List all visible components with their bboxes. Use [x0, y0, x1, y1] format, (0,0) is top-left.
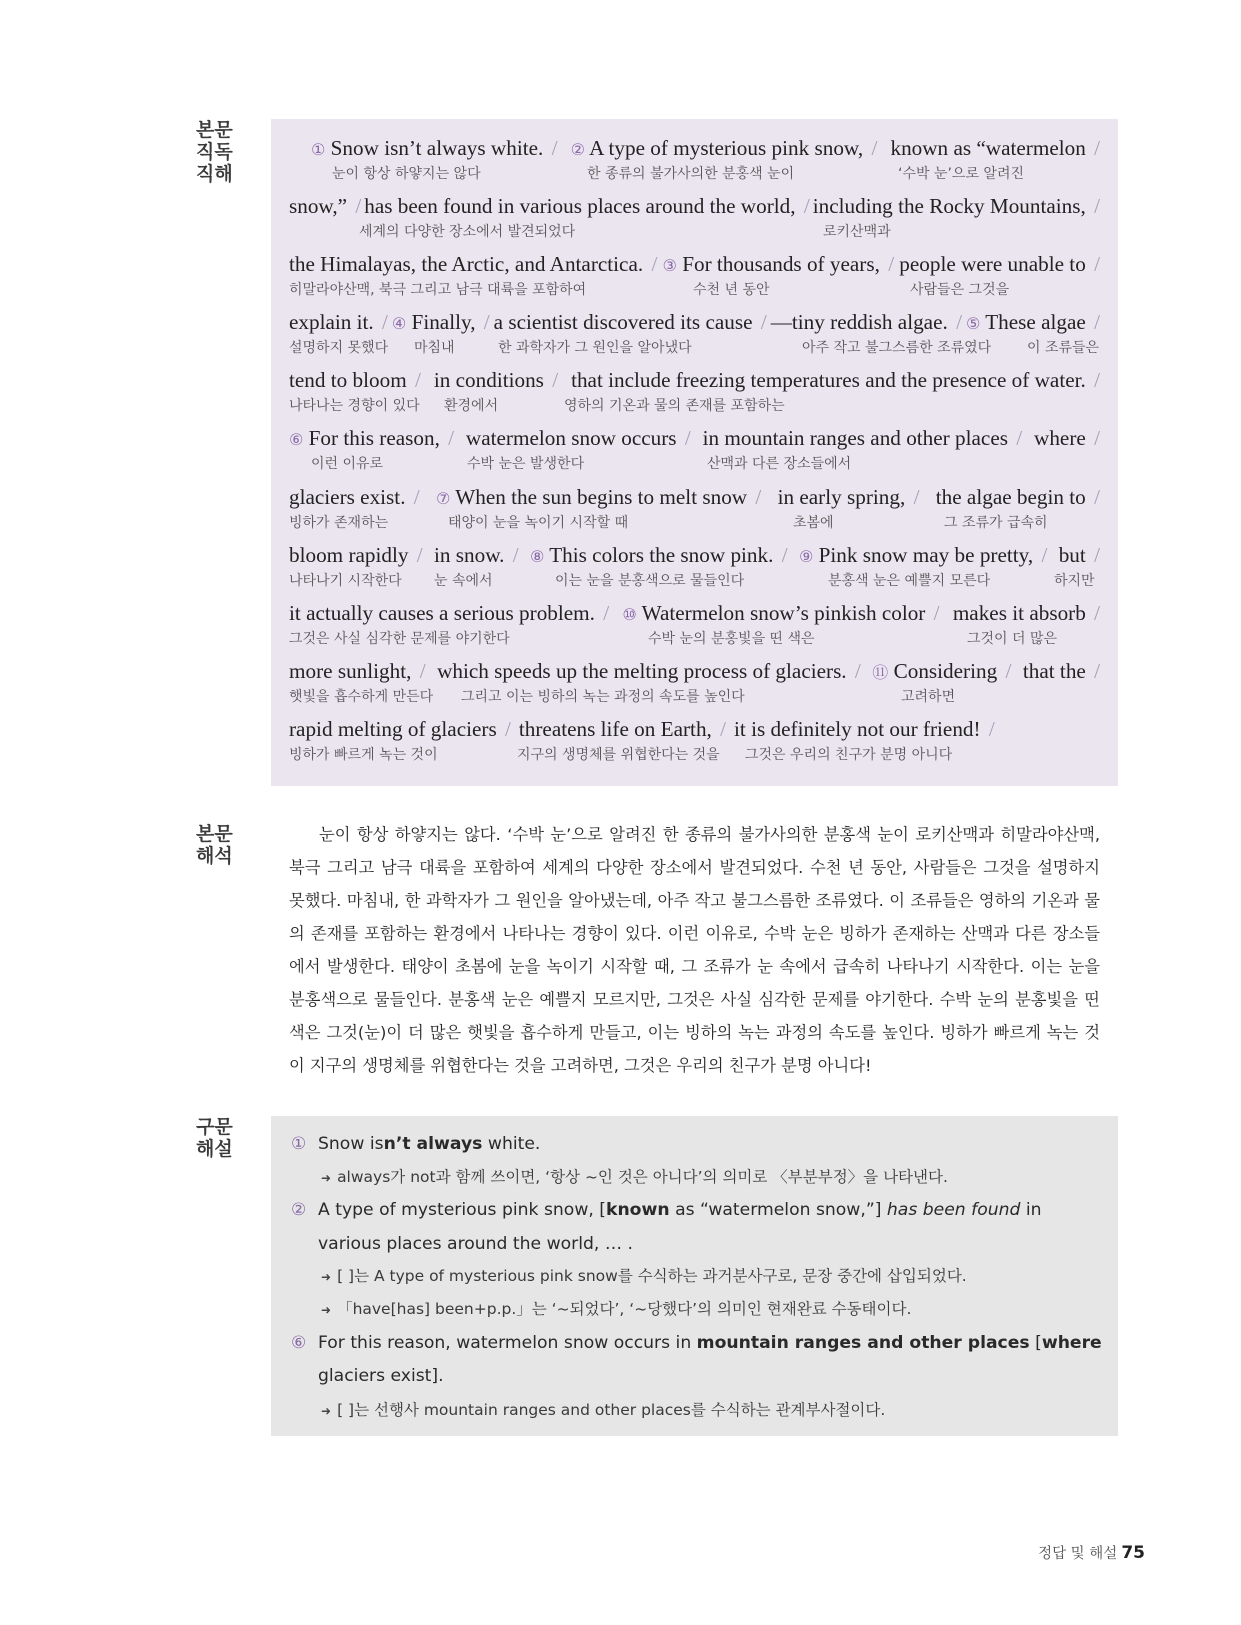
english-chunk	[494, 308, 767, 336]
korean-glosses	[289, 164, 1100, 184]
english-text: Pink snow may be pretty,	[818, 543, 1034, 567]
english-text: watermelon snow occurs	[465, 426, 677, 450]
english-chunk	[434, 541, 519, 569]
chunk-divider: /	[1088, 543, 1100, 567]
reading-row	[289, 308, 1100, 366]
chunk-divider: /	[409, 368, 421, 392]
english-chunk	[966, 308, 1100, 336]
chunk-divider: /	[882, 252, 895, 276]
english-text: explain it.	[289, 310, 374, 334]
chunk-divider: /	[546, 368, 559, 392]
english-text: snow,”	[289, 194, 348, 218]
english-chunk	[571, 134, 878, 162]
korean-gloss: 나타나기 시작한다	[289, 573, 402, 589]
korean-glosses	[289, 687, 1100, 707]
reading-row	[289, 657, 1100, 715]
english-chunk	[466, 424, 691, 452]
english-text: threatens life on Earth,	[518, 717, 712, 741]
korean-gloss: 이 조류들은	[1027, 340, 1100, 356]
translation-line: 분홍색으로 물들인다. 분홍색 눈은 예쁠지 모르지만, 그것은 사실 심각한 문제를 야기한다. 수박 눈의 분홍빛을 띤	[289, 990, 1100, 1009]
reading-row	[289, 250, 1100, 308]
grammar-number: ①	[291, 1134, 307, 1154]
korean-gloss: 한 종류의 불가사의한 분홍색 눈이	[587, 166, 795, 182]
english-chunk	[289, 715, 511, 743]
korean-gloss: 고려하면	[901, 689, 956, 705]
english-text: When the sun begins to melt snow	[455, 485, 748, 509]
english-chunk	[289, 250, 657, 278]
korean-gloss: 그것은 사실 심각한 문제를 야기한다	[289, 631, 510, 647]
chunk-divider: /	[408, 485, 420, 509]
sentence-number: ⑤	[965, 314, 981, 333]
korean-gloss: 나타나는 경향이 있다	[289, 398, 420, 414]
korean-gloss: 빙하가 존재하는	[289, 515, 389, 531]
grammar-number: ⑥	[291, 1333, 307, 1353]
english-chunk	[872, 657, 1011, 685]
english-text: it actually causes a serious problem.	[289, 601, 595, 625]
translation-line: 북극 그리고 남극 대륙을 포함하여 세계의 다양한 장소에서 발견되었다. 수천 년 동안, 사람들은 그것을 설명하지	[289, 858, 1100, 877]
english-text: including the Rocky Mountains,	[812, 194, 1086, 218]
korean-gloss: 하지만	[1054, 573, 1095, 589]
english-text: This colors the snow pink.	[549, 543, 774, 567]
grammar-note: ➜ always가 not과 함께 쓰이면, ‘항상 ~인 것은 아니다’의 의미로 〈부분부정〉을 나타낸다.	[321, 1168, 948, 1186]
english-chunks	[289, 657, 1100, 685]
korean-gloss: 이는 눈을 분홍색으로 물들인다	[555, 573, 745, 589]
english-chunk	[1034, 424, 1100, 452]
sentence-number: ⑧	[529, 547, 545, 566]
chunk-divider: /	[755, 310, 767, 334]
english-chunk	[734, 715, 995, 743]
grammar-number: ②	[291, 1200, 307, 1220]
korean-gloss: 빙하가 빠르게 녹는 것이	[289, 747, 438, 763]
korean-gloss: 그리고 이는 빙하의 녹는 과정의 속도를 높인다	[461, 689, 745, 705]
korean-gloss: 그것은 우리의 친구가 분명 아니다	[745, 747, 953, 763]
reading-row	[289, 715, 1100, 773]
english-chunk	[936, 483, 1100, 511]
english-chunk	[799, 541, 1047, 569]
chunk-divider: /	[798, 194, 810, 218]
chunk-divider: /	[866, 136, 878, 160]
reading-row	[289, 541, 1100, 599]
translation-line: 눈이 항상 하얗지는 않다. ‘수박 눈’으로 알려진 한 종류의 불가사의한 분홍색 눈이 로키산맥과 히말라야산맥,	[319, 825, 1100, 844]
english-chunk	[289, 541, 423, 569]
english-chunk	[311, 134, 557, 162]
sentence-number: ⑩	[622, 605, 637, 624]
korean-gloss: 눈이 항상 하얗지는 않다	[332, 166, 481, 182]
english-chunk	[437, 657, 861, 685]
arrow-icon: ➜	[321, 1171, 332, 1185]
grammar-note: ➜ [ ]는 선행사 mountain ranges and other places를 수식하는 관계부사절이다.	[321, 1401, 886, 1419]
chunk-divider: /	[714, 717, 727, 741]
english-text: a scientist discovered its cause	[493, 310, 753, 334]
english-chunk	[289, 483, 420, 511]
english-chunk	[1059, 541, 1100, 569]
chunk-divider: /	[928, 601, 940, 625]
translation-line: 이 지구의 생명체를 위협한다는 것을 고려하면, 그것은 우리의 친구가 분명 아니다!	[289, 1056, 872, 1075]
translation-line: 에서 발생한다. 태양이 초봄에 눈을 녹이기 시작할 때, 그 조류가 눈 속에서 급속히 나타나기 시작한다. 이는 눈을	[289, 957, 1100, 976]
korean-glosses	[289, 222, 1100, 242]
english-text: These algae	[985, 310, 1086, 334]
english-text: where	[1034, 426, 1086, 450]
chunk-divider: /	[350, 194, 362, 218]
english-text: in mountain ranges and other places	[702, 426, 1008, 450]
english-chunk	[663, 250, 895, 278]
english-chunk	[778, 483, 920, 511]
english-chunk	[436, 483, 761, 511]
korean-gloss: 히말라야산맥, 북극 그리고 남극 대륙을 포함하여	[289, 282, 587, 298]
translation-line: 색은 그것(눈)이 더 많은 햇빛을 흡수하게 만들고, 이는 빙하의 녹는 과정의 속도를 높인다. 빙하가 빠르게 녹는 것	[289, 1023, 1100, 1042]
chunk-divider: /	[1088, 426, 1100, 450]
english-text: tend to bloom	[289, 368, 407, 392]
korean-gloss: 산맥과 다른 장소들에서	[707, 456, 852, 472]
english-chunk	[571, 366, 1100, 394]
label-grammar: 구문 해설	[196, 1116, 233, 1160]
english-chunks	[289, 599, 1100, 627]
korean-gloss: 그 조류가 급속히	[944, 515, 1048, 531]
chunk-divider: /	[983, 717, 995, 741]
chunk-divider: /	[776, 543, 788, 567]
label-translation: 본문 해석	[196, 823, 233, 867]
english-chunk	[1023, 657, 1100, 685]
english-text: rapid melting of glaciers	[289, 717, 497, 741]
english-text: the algae begin to	[935, 485, 1086, 509]
korean-gloss: 태양이 눈을 녹이기 시작할 때	[448, 515, 629, 531]
chunk-divider: /	[1088, 310, 1100, 334]
english-text: Considering	[893, 659, 998, 683]
english-text: it is definitely not our friend!	[734, 717, 981, 741]
chunk-divider: /	[1088, 485, 1100, 509]
korean-gloss: 그것이 더 많은	[967, 631, 1058, 647]
korean-glosses	[289, 454, 1100, 474]
english-text: —tiny reddish algae.	[770, 310, 948, 334]
chunk-divider: /	[750, 485, 762, 509]
english-chunk	[771, 308, 962, 336]
english-chunk	[289, 657, 426, 685]
english-text: that include freezing temperatures and the presence of water.	[571, 368, 1086, 392]
chunk-divider: /	[908, 485, 920, 509]
korean-gloss: ‘수박 눈’으로 알려진	[898, 166, 1024, 182]
korean-glosses	[289, 338, 1100, 358]
korean-glosses	[289, 396, 1100, 416]
chunk-divider: /	[376, 310, 388, 334]
korean-gloss: 초봄에	[793, 515, 834, 531]
grammar-sentence-6-cont: glaciers exist].	[318, 1366, 444, 1386]
reading-row	[289, 483, 1100, 541]
english-chunk	[899, 250, 1100, 278]
english-chunks	[289, 192, 1100, 220]
reading-row	[289, 192, 1100, 250]
english-chunk	[289, 599, 609, 627]
grammar-sentence-2-cont: various places around the world, … .	[318, 1234, 633, 1254]
english-chunk	[622, 599, 939, 627]
chunk-divider: /	[1036, 543, 1048, 567]
sentence-number: ⑥	[289, 430, 304, 449]
english-chunks	[289, 250, 1100, 278]
english-text: more sunlight,	[289, 659, 412, 683]
english-chunk	[289, 366, 421, 394]
korean-glosses	[289, 513, 1100, 533]
sentence-number: ②	[570, 140, 585, 159]
english-chunk	[953, 599, 1100, 627]
grammar-sentence-6: For this reason, watermelon snow occurs in mountain ranges and other places [where	[318, 1333, 1102, 1353]
english-chunk	[392, 308, 490, 336]
english-text: makes it absorb	[952, 601, 1086, 625]
chunk-divider: /	[1088, 194, 1100, 218]
chunk-divider: /	[679, 426, 691, 450]
chunk-divider: /	[411, 543, 423, 567]
korean-gloss: 한 과학자가 그 원인을 알아냈다	[498, 340, 692, 356]
korean-gloss: 분홍색 눈은 예쁠지 모른다	[828, 573, 991, 589]
korean-gloss: 환경에서	[444, 398, 499, 414]
chunk-divider: /	[1088, 136, 1100, 160]
english-text: bloom rapidly	[289, 543, 409, 567]
chunk-divider: /	[414, 659, 426, 683]
english-chunk	[289, 424, 454, 452]
korean-glosses	[289, 571, 1100, 591]
sentence-number: ③	[662, 256, 677, 275]
korean-gloss: 사람들은 그것을	[910, 282, 1010, 298]
korean-gloss: 수박 눈은 발생한다	[467, 456, 585, 472]
chunk-divider: /	[1088, 368, 1100, 392]
chunk-divider: /	[1088, 252, 1100, 276]
english-chunks	[289, 541, 1100, 569]
korean-gloss: 영하의 기온과 물의 존재를 포함하는	[564, 398, 785, 414]
grammar-sentence-1: Snow isn’t always white.	[318, 1134, 541, 1154]
korean-glosses	[289, 745, 1100, 765]
korean-glosses	[289, 280, 1100, 300]
reading-row	[289, 599, 1100, 657]
english-text: but	[1058, 543, 1086, 567]
english-chunks	[289, 715, 1100, 743]
chunk-divider: /	[478, 310, 490, 334]
korean-gloss: 세계의 다양한 장소에서 발견되었다	[359, 224, 576, 240]
english-text: For thousands of years,	[682, 252, 880, 276]
label-direct-reading: 본문 직독 직해	[196, 119, 233, 185]
chunk-divider: /	[950, 310, 962, 334]
english-chunks	[289, 424, 1100, 452]
english-chunks	[289, 308, 1100, 336]
english-text: known as “watermelon	[890, 136, 1086, 160]
chunk-divider: /	[442, 426, 455, 450]
english-chunk	[890, 134, 1100, 162]
english-chunks	[289, 134, 1100, 162]
korean-gloss: 아주 작고 불그스름한 조류였다	[802, 340, 992, 356]
english-chunk	[289, 308, 388, 336]
chunk-divider: /	[1088, 601, 1100, 625]
english-text: that the	[1022, 659, 1086, 683]
chunk-divider: /	[1000, 659, 1012, 683]
english-text: the Himalayas, the Arctic, and Antarctica.	[289, 252, 644, 276]
chunk-divider: /	[1010, 426, 1023, 450]
korean-gloss: 수박 눈의 분홍빛을 띤 색은	[648, 631, 815, 647]
korean-glosses	[289, 629, 1100, 649]
korean-gloss: 로키산맥과	[823, 224, 891, 240]
english-text: people were unable to	[899, 252, 1086, 276]
korean-gloss: 햇빛을 흡수하게 만든다	[289, 689, 434, 705]
english-text: in early spring,	[777, 485, 906, 509]
korean-gloss: 마침내	[414, 340, 455, 356]
grammar-note: ➜ 「have[has] been+p.p.」는 ‘~되었다’, ‘~당했다’의 의미인 현재완료 수동태이다.	[321, 1300, 912, 1318]
english-text: has been found in various places around the world,	[364, 194, 796, 218]
english-text: Finally,	[411, 310, 476, 334]
sentence-number: ①	[311, 140, 326, 159]
chunk-divider: /	[646, 252, 658, 276]
chunk-divider: /	[507, 543, 519, 567]
english-chunk	[519, 715, 726, 743]
arrow-icon: ➜	[321, 1303, 332, 1317]
english-text: in snow.	[433, 543, 505, 567]
english-text: in conditions	[433, 368, 544, 392]
chunk-divider: /	[849, 659, 861, 683]
sentence-number: ⑪	[872, 663, 889, 682]
chunk-divider: /	[1088, 659, 1100, 683]
grammar-note: ➜ [ ]는 A type of mysterious pink snow를 수식하는 과거분사구로, 문장 중간에 삽입되었다.	[321, 1267, 967, 1285]
english-chunk	[703, 424, 1023, 452]
chunk-divider: /	[499, 717, 511, 741]
translation-line: 의 존재를 포함하는 환경에서 나타나는 경향이 있다. 이런 이유로, 수박 눈은 빙하가 존재하는 산맥과 다른 장소들	[289, 924, 1100, 943]
translation-paragraph	[289, 818, 1100, 1082]
english-chunk	[434, 366, 558, 394]
reading-row	[289, 134, 1100, 192]
reading-row	[289, 424, 1100, 482]
arrow-icon: ➜	[321, 1404, 332, 1418]
page-footer: 정답 및 해설 75	[1038, 1543, 1145, 1563]
english-chunk	[289, 192, 361, 220]
sentence-number: ⑦	[435, 489, 451, 508]
korean-gloss: 수천 년 동안	[693, 282, 770, 298]
english-chunks	[289, 366, 1100, 394]
english-text: A type of mysterious pink snow,	[589, 136, 864, 160]
chunk-divider: /	[597, 601, 610, 625]
english-text: Snow isn’t always white.	[330, 136, 544, 160]
chunk-divider: /	[546, 136, 558, 160]
korean-gloss: 설명하지 못했다	[289, 340, 389, 356]
korean-gloss: 이런 이유로	[311, 456, 384, 472]
english-chunk	[530, 541, 788, 569]
english-chunk	[813, 192, 1100, 220]
sentence-number: ⑨	[798, 547, 814, 566]
reading-row	[289, 366, 1100, 424]
english-text: glaciers exist.	[289, 485, 406, 509]
translation-line: 못했다. 마침내, 한 과학자가 그 원인을 알아냈는데, 아주 작고 불그스름한 조류였다. 이 조류들은 영하의 기온과 물	[289, 891, 1100, 910]
arrow-icon: ➜	[321, 1270, 332, 1284]
english-chunk	[364, 192, 809, 220]
korean-gloss: 눈 속에서	[434, 573, 493, 589]
english-text: which speeds up the melting process of glaciers.	[437, 659, 847, 683]
english-text: For this reason,	[308, 426, 440, 450]
english-text: Watermelon snow’s pinkish color	[641, 601, 926, 625]
grammar-sentence-2: A type of mysterious pink snow, [known as “watermelon snow,”] has been found in	[318, 1200, 1042, 1220]
korean-gloss: 지구의 생명체를 위협한다는 것을	[517, 747, 720, 763]
sentence-number: ④	[391, 314, 407, 333]
english-chunks	[289, 483, 1100, 511]
page-number: 75	[1121, 1543, 1145, 1563]
